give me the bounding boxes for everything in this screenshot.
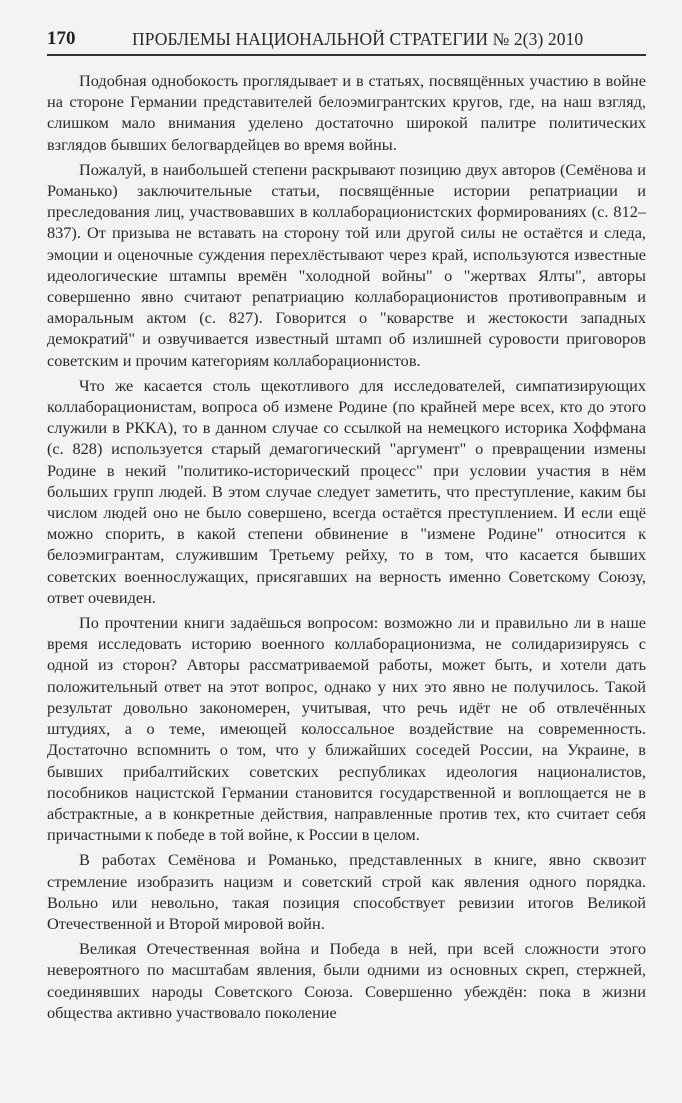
page-number: 170 bbox=[47, 28, 76, 49]
article-body bbox=[47, 70, 646, 1027]
running-header bbox=[47, 24, 646, 56]
paragraph: Пожалуй, в наибольшей степени раскрывают позицию двух авторов (Семёнова и Романько) заключительные статьи, посвящённые истории репатриации и преследования лиц, участвовавших в коллаборационистских формированиях (с. 812–837). От призыва не вставать на сторону той или другой силы не остаётся и следа, эмоции и оценочные суждения перехлёстывают через край, используются известные идеологические штампы времён "холодной войны" о "жертвах Ялты", авторы совершенно явно считают репатриацию коллаборационистов противоправным и аморальным актом (с. 827). Говорится о "коварстве и жестокости западных демократий" и озвучивается известный штамп об излишней суровости приговоров советским и прочим категориям коллаборационистов. bbox=[47, 159, 646, 370]
paragraph: Что же касается столь щекотливого для исследователей, симпатизирующих коллаборационистам, вопроса об измене Родине (по крайней мере всех, кто до этого служили в РККА), то в данном случае со ссылкой на немецкого историка Хоффмана (с. 828) используется старый демагогический "аргумент" о превращении измены Родине в некий "политико-исторический процесс" при условии участия в нём больших групп людей. В этом случае следует заметить, что преступление, каким бы числом людей оно не было совершено, всегда остаётся преступлением. И если ещё можно спорить, в какой степени обвинение в "измене Родине" относится к белоэмигрантам, служившим Третьему рейху, то в том, что касается бывших советских военнослужащих, присягавших на верность именно Советскому Союзу, ответ очевиден. bbox=[47, 375, 646, 607]
journal-title: ПРОБЛЕМЫ НАЦИОНАЛЬНОЙ СТРАТЕГИИ № 2(3) 2010 bbox=[132, 29, 584, 49]
paragraph: В работах Семёнова и Романько, представленных в книге, явно сквозит стремление изобразить нацизм и советский строй как явления одного порядка. Вольно или невольно, такая позиция способствует ревизии итогов Великой Отечественной и Второй мировой войн. bbox=[47, 850, 646, 933]
paragraph: Подобная однобокость проглядывает и в статьях, посвящённых участию в войне на стороне Германии представителей белоэмигрантских кругов, где, на наш взгляд, слишком мало внимания уделено достаточно широкой палитре политических взглядов бывших белогвардейцев во время войны. bbox=[47, 71, 646, 154]
paragraph: По прочтении книги задаёшься вопросом: возможно ли и правильно ли в наше время исследовать историю военного коллаборационизма, не солидаризируясь с одной из сторон? Авторы рассматриваемой работы, может быть, и хотели дать положительный ответ на этот вопрос, однако у них это явно не получилось. Такой результат довольно закономерен, учитывая, что речь идёт не об отвлечённых штудиях, а о теме, имеющей колоссальное воздействие на современность. Достаточно вспомнить о том, что у ближайших соседей России, на Украине, в бывших прибалтийских советских республиках идеология националистов, пособников нацистской Германии становится государственной и воплощается не в абстрактные, а в конкретные действия, направленные против тех, кто считает себя причастными к победе в той войне, к России в целом. bbox=[47, 613, 646, 845]
paragraph: Великая Отечественная война и Победа в ней, при всей сложности этого невероятного по масштабам явления, были одними из основных скреп, стержней, соединявших народы Советского Союза. Совершенно убеждён: пока в жизни общества активно участвовало поколение bbox=[47, 939, 646, 1022]
